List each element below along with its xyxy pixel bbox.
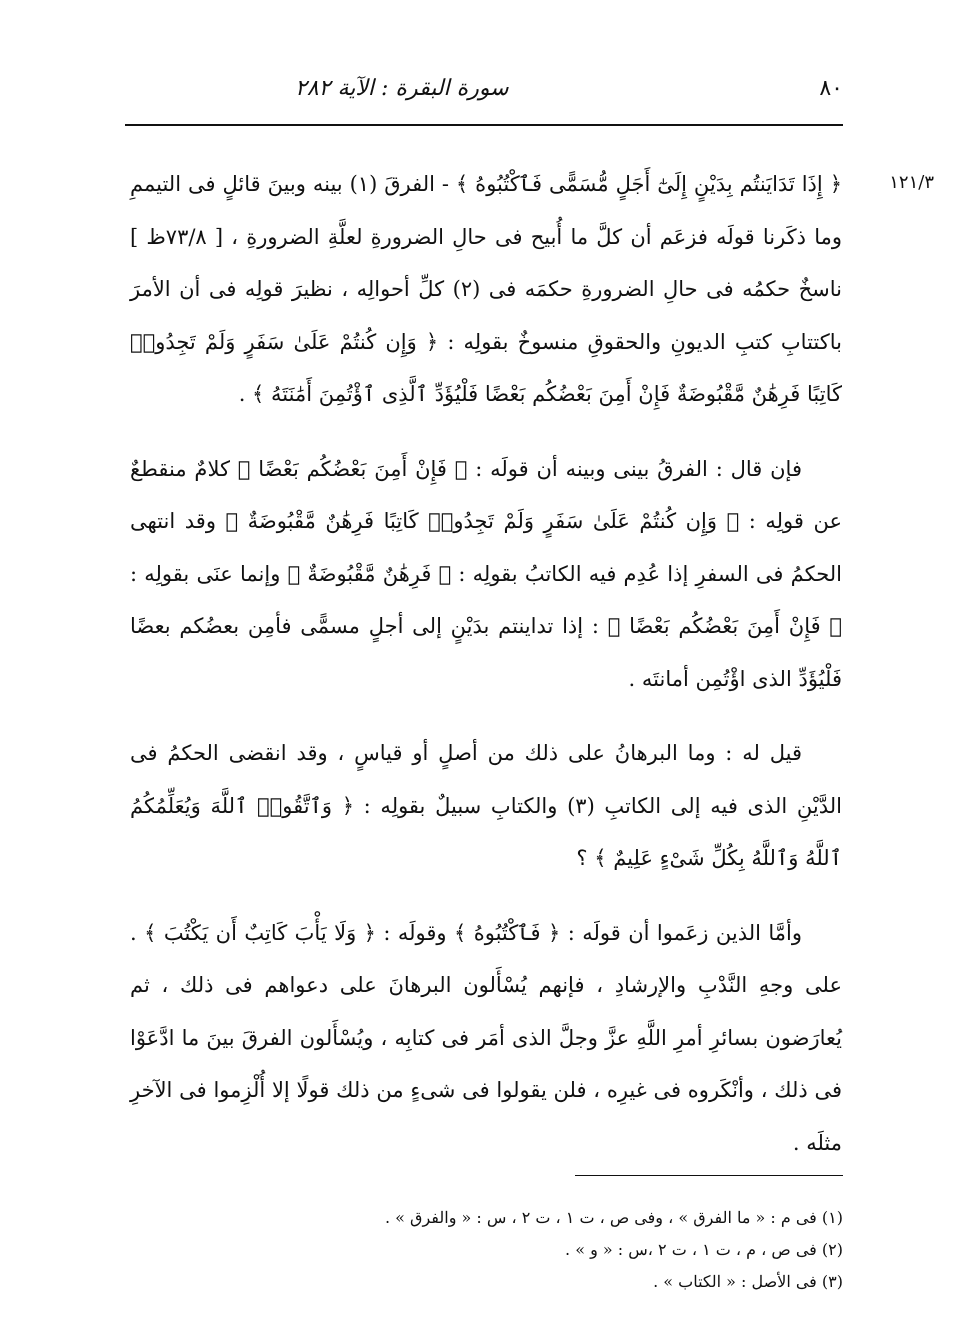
header-divider bbox=[125, 124, 843, 126]
main-text bbox=[130, 158, 842, 1191]
page-header bbox=[125, 70, 843, 114]
paragraph-4: وأمَّا الذين زعَموا أن قولَه : ﴿ فَٱكْتُبُوهُ ﴾ وقولَه : ﴿ وَلَا يَأْبَ كَاتِبٌ أَن يَكْتُبَ ﴾ . على وجهِ النَّدْبِ والإرشادِ ، فإنهم يُسْأَلون البرهانَ على دعواهم فى ذلك ، ثم يُعارَضون بسائرِ أمرِ اللَّهِ عزَّ وجلَّ الذى أمَر فى كتابِه ، ويُسْأَلون الفرقَ بينَ ما ادَّعَوْا فى ذلك ، وأنْكَروه فى غيرِه ، فلن يقولوا فى شىءٍ من ذلك قولًا إلا أُلْزِموا فى الآخرِ مثلَه . bbox=[130, 920, 842, 1155]
paragraph-1: ﴿ إِذَا تَدَايَنتُم بِدَيْنٍ إِلَىٰٓ أَجَلٍ مُّسَمًّى فَٱكْتُبُوهُ ﴾ - الفرقَ (١) بينه وبينَ قائلٍ فى التيممِ وما ذكَرنا قولَه فزعَم أن كلَّ ما أُبيح فى حالِ الضرورةِ لعلَّةِ الضرورةِ ، [ ٧٣/٨ظ ] ناسخٌ حكمُه فى حالِ الضرورةِ حكمَه فى (٢) كلِّ أحوالِه ، نظيرَ قولِه فى أن الأمرَ باكتتابِ كتبِ الديونِ والحقوقِ منسوخٌ بقولِه : ﴿ وَإِن كُنتُمْ عَلَىٰ سَفَرٍ وَلَمْ تَجِدُوا۟ كَاتِبًا فَرِهَٰنٌ مَّقْبُوضَةٌ فَإِنْ أَمِنَ بَعْضُكُم بَعْضًا فَلْيُؤَدِّ ٱلَّذِى ٱؤْتُمِنَ أَمَٰنَتَهُ ﴾ . bbox=[130, 172, 842, 406]
footnote-3: (٣) فى الأصل : « الكتاب » . bbox=[653, 1272, 843, 1291]
footnotes bbox=[300, 1202, 843, 1298]
footnote-2: (٢) فى ص ، م ، ت ١ ، ت ٢ ،س : « و » . bbox=[565, 1240, 843, 1259]
footnote-1: (١) فى م : « ما الفرق » ، وفى ص ، ت ١ ، ت ٢ ، س : « والفرق » . bbox=[384, 1208, 843, 1227]
running-title: سورة البقرة : الآية ٢٨٢ bbox=[295, 76, 509, 101]
margin-reference: ١٢١/٣ bbox=[889, 172, 934, 193]
footnote-divider bbox=[575, 1175, 843, 1176]
paragraph-2: فإن قال : الفرقُ بينى وبينه أن قولَه : ﴿ فَإِنْ أَمِنَ بَعْضُكُم بَعْضًا ﴾ كلامٌ منقطعٌ عن قولِه : ﴿ وَإِن كُنتُمْ عَلَىٰ سَفَرٍ وَلَمْ تَجِدُوا۟ كَاتِبًا فَرِهَٰنٌ مَّقْبُوضَةٌ ﴾ وقد انتهى الحكمُ فى السفرِ إذا عُدِم فيه الكاتبُ بقولِه : ﴿ فَرِهَٰنٌ مَّقْبُوضَةٌ ﴾ وإنما عنَى بقولِه : ﴿ فَإِنْ أَمِنَ بَعْضُكُم بَعْضًا ﴾ : إذا تداينتم بدَيْنٍ إلى أجلٍ مسمًّى فأمِن بعضُكم بعضًا فَلْيُؤَدِّ الذى اؤْتُمِن أمانتَه . bbox=[130, 456, 842, 691]
page-number: ٨٠ bbox=[819, 76, 843, 101]
paragraph-3: قيل له : وما البرهانُ على ذلك من أصلٍ أو قياسٍ ، وقد انقضى الحكمُ فى الدَّيْنِ الذى فيه إلى الكاتبِ (٣) والكتابِ سبيلٌ بقولِه : ﴿ وَٱتَّقُوا۟ ٱللَّهَ وَيُعَلِّمُكُمُ ٱللَّهُ وَٱللَّهُ بِكُلِّ شَىْءٍ عَلِيمٌ ﴾ ؟ bbox=[130, 741, 842, 870]
